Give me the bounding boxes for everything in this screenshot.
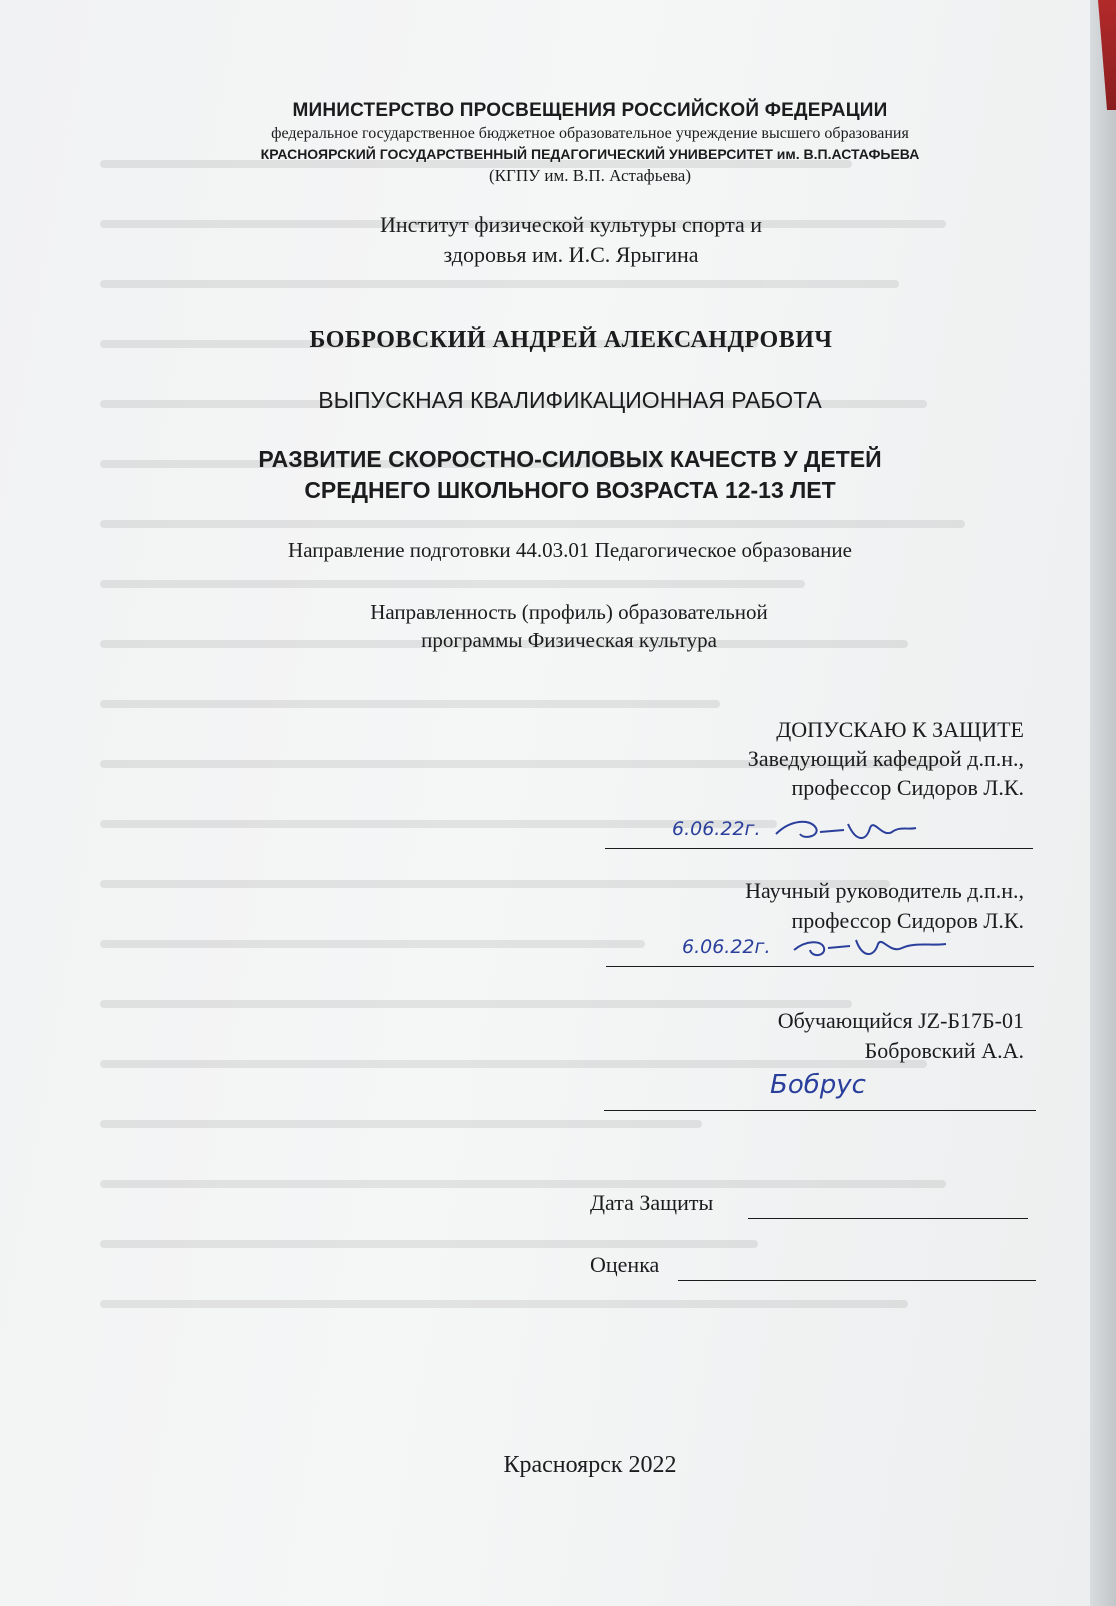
defense-date-label: Дата Защиты — [590, 1190, 714, 1215]
city-year: Красноярск 2022 — [503, 1452, 677, 1478]
ministry-heading: МИНИСТЕРСТВО ПРОСВЕЩЕНИЯ РОССИЙСКОЙ ФЕДЕРАЦИИ — [292, 100, 888, 121]
university-short: (КГПУ им. В.П. Астафьева) — [488, 166, 692, 185]
supervisor-signature — [790, 932, 950, 968]
grade-label: Оценка — [590, 1252, 660, 1277]
approval-signature-line — [605, 848, 1033, 849]
approval-role: Заведующий кафедрой д.п.н., — [747, 746, 1024, 771]
student-name: Бобровский А.А. — [864, 1038, 1024, 1063]
supervisor-role: Научный руководитель д.п.н., — [745, 878, 1024, 903]
approval-signature — [770, 812, 920, 852]
thesis-title-line-2: СРЕДНЕГО ШКОЛЬНОГО ВОЗРАСТА 12-13 ЛЕТ — [304, 477, 836, 503]
org-type: федеральное государственное бюджетное образовательное учреждение высшего образования — [271, 125, 909, 142]
supervisor-signature-line — [606, 966, 1034, 967]
university-name: КРАСНОЯРСКИЙ ГОСУДАРСТВЕННЫЙ ПЕДАГОГИЧЕСКИЙ УНИВЕРСИТЕТ им. В.П.АСТАФЬЕВА — [260, 146, 920, 162]
approval-name: профессор Сидоров Л.К. — [791, 775, 1024, 800]
work-type: ВЫПУСКНАЯ КВАЛИФИКАЦИОННАЯ РАБОТА — [318, 387, 822, 413]
defense-date-line — [748, 1218, 1028, 1219]
author-name: БОБРОВСКИЙ АНДРЕЙ АЛЕКСАНДРОВИЧ — [309, 327, 833, 353]
approval-heading: ДОПУСКАЮ К ЗАЩИТЕ — [776, 717, 1024, 742]
supervisor-name: профессор Сидоров Л.К. — [791, 908, 1024, 933]
direction: Направление подготовки 44.03.01 Педагогическое образование — [288, 538, 852, 562]
approval-signature-date: 6.06.22г. — [672, 818, 761, 840]
profile-line-2: программы Физическая культура — [421, 628, 717, 652]
student-signature-line — [604, 1110, 1036, 1111]
profile-line-1: Направленность (профиль) образовательной — [370, 600, 768, 624]
thesis-title-line-1: РАЗВИТИЕ СКОРОСТНО-СИЛОВЫХ КАЧЕСТВ У ДЕТЕЙ — [258, 446, 882, 472]
institute-line-1: Институт физической культуры спорта и — [379, 212, 763, 237]
institute-line-2: здоровья им. И.С. Ярыгина — [443, 242, 699, 267]
paper-edge — [1090, 0, 1116, 1606]
grade-line — [678, 1280, 1036, 1281]
student-role: Обучающийся JZ-Б17Б-01 — [777, 1008, 1024, 1033]
supervisor-signature-date: 6.06.22г. — [682, 936, 771, 958]
student-signature: Бобрус — [770, 1070, 866, 1100]
